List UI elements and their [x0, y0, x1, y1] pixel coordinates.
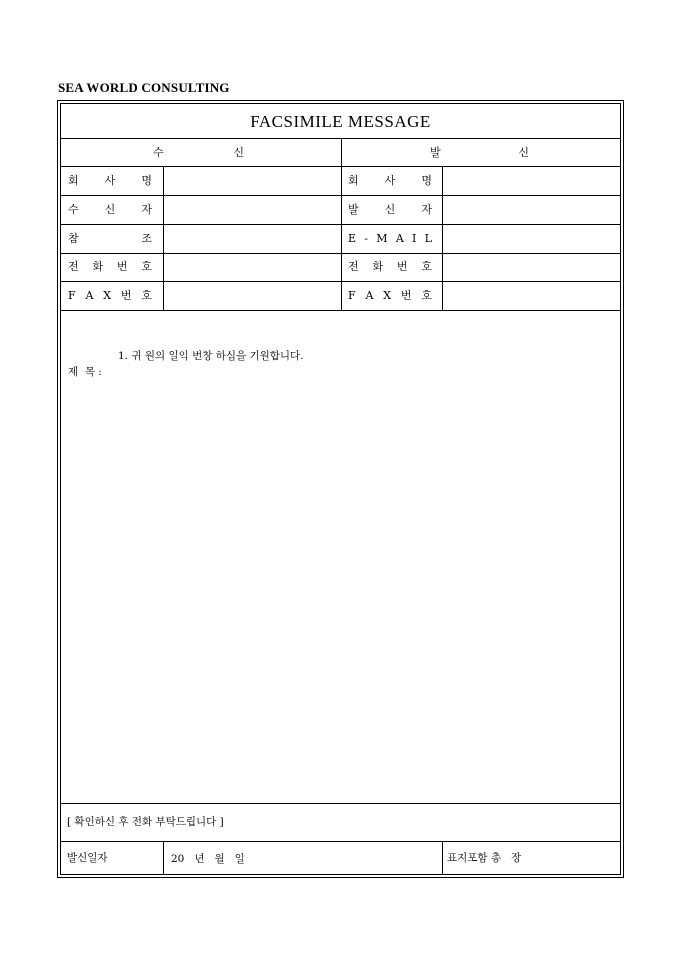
send-company-label: 회 사 명 [348, 174, 432, 187]
message-line: 1. 귀 원의 일익 번창 하심을 기원합니다. [118, 350, 304, 362]
send-fax-label: F A X 번 호 [348, 289, 432, 302]
total-pages-label[interactable]: 표지포함 총 장 [447, 852, 522, 864]
receive-fax-label: F A X 번 호 [68, 289, 152, 302]
message-body-area[interactable] [61, 311, 620, 802]
send-phone-field[interactable] [443, 254, 620, 280]
receive-phone-field[interactable] [164, 254, 340, 280]
send-company-field[interactable] [443, 167, 620, 194]
sent-date-label: 발신일자 [67, 852, 108, 864]
divider [341, 138, 342, 310]
send-email-field[interactable] [443, 225, 620, 252]
divider [442, 841, 443, 875]
send-sender-field[interactable] [443, 196, 620, 223]
receive-fax-field[interactable] [164, 282, 340, 309]
receive-reference-field[interactable] [164, 225, 340, 252]
send-sender-label: 발 신 자 [348, 203, 432, 216]
send-fax-field[interactable] [443, 282, 620, 309]
send-email-label: E - M A I L [348, 232, 432, 245]
receive-header: 수 신 [153, 146, 244, 159]
divider [60, 803, 621, 804]
receive-company-field[interactable] [164, 167, 340, 194]
receive-company-label: 회 사 명 [68, 174, 152, 187]
divider [60, 841, 621, 842]
send-phone-label: 전 화 번 호 [348, 260, 432, 273]
company-name: SEA WORLD CONSULTING [58, 80, 230, 95]
receive-phone-label: 전 화 번 호 [68, 260, 152, 273]
receive-reference-label: 참 조 [68, 232, 152, 245]
send-header: 발 신 [430, 146, 529, 159]
divider [163, 841, 164, 875]
subject-label: 제 목 : [68, 366, 102, 378]
form-title: FACSIMILE MESSAGE [250, 112, 431, 131]
receive-recipient-field[interactable] [164, 196, 340, 223]
sent-date-value[interactable]: 20 년 월 일 [171, 853, 245, 865]
receive-recipient-label: 수 신 자 [68, 203, 152, 216]
confirm-note: [ 확인하신 후 전화 부탁드립니다 ] [67, 816, 224, 828]
